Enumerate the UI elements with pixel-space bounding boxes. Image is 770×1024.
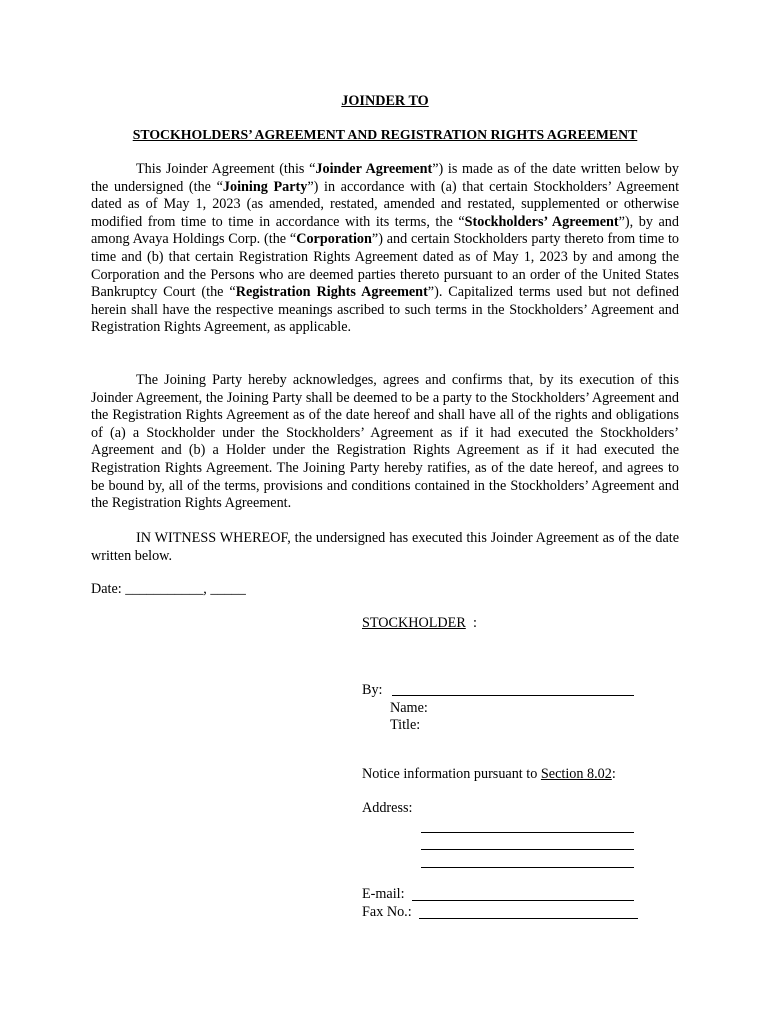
notice-text: Notice information pursuant to: [362, 766, 541, 782]
term-joinder-agreement: Joinder Agreement: [315, 161, 433, 177]
address-line-2: [421, 849, 634, 850]
signature-line: [392, 679, 634, 696]
paragraph-intro: [91, 161, 679, 337]
term-joining-party: Joining Party: [222, 178, 308, 195]
intro-text-6: ”). Capitalized terms used but not defined herein shall have the respective meanings ascribed to such terms in the Stockholders’ Agreement and Registration Rights Agreement, as applicable.: [91, 284, 679, 336]
address-line-1: [421, 832, 634, 833]
address-label: Address:: [362, 800, 413, 816]
by-label: By:: [362, 682, 383, 698]
document-title-line1: JOINDER TO: [341, 93, 429, 109]
fax-label: Fax No.:: [362, 904, 412, 920]
email-line: [412, 900, 634, 901]
intro-text-3: ”) in accordance with (a) that certain Stockholders’ Agreement dated as of May 1, 2023 (as amended, restated, amended and restated, supplemented or otherwise modified from time to time in accordance with its terms, the “: [91, 178, 680, 230]
paragraph-acknowledgement: The Joining Party hereby acknowledges, agrees and confirms that, by its execution of this Joinder Agreement, the Joining Party shall be deemed to be a party to the Stockholders’ Agreement and the Registration Rights Agreement as of the date hereof and shall have all of the rights and obligations of (a) a Stockholder under the Stockholders’ Agreement as if it had executed the Stockholders’ Agreement and (b) a Holder under the Registration Rights Agreement as if it had executed the Registration Rights Agreement. The Joining Party hereby ratifies, as of the date hereof, and agrees to be bound by, all of the terms, provisions and conditions contained in the Stockholders’ Agreement and the Registration Rights Agreement.: [91, 372, 679, 512]
term-corporation: Corporation: [296, 231, 372, 248]
address-line-3: [421, 867, 634, 868]
intro-text-1: This Joinder Agreement (this “: [136, 161, 316, 177]
notice-section-reference: Section 8.02: [540, 766, 612, 782]
email-label: E-mail:: [362, 886, 405, 902]
term-stockholders-agreement: Stockholders’ Agreement: [464, 213, 619, 230]
intro-text-2: ”) is made as of the date written below by the undersigned (the “: [91, 161, 679, 195]
term-registration-rights-agreement: Registration Rights Agreement: [235, 284, 428, 301]
notice-information: [362, 766, 616, 784]
stockholder-colon: :: [473, 615, 477, 631]
stockholder-label: STOCKHOLDER: [362, 615, 466, 631]
document-title-line2: STOCKHOLDERS’ AGREEMENT AND REGISTRATION RIGHTS AGREEMENT: [132, 127, 638, 142]
date-line: Date: ___________, _____: [91, 581, 246, 597]
stockholder-heading: [362, 615, 466, 633]
title-label: Title:: [390, 717, 421, 733]
name-label: Name:: [390, 700, 428, 716]
intro-text-5: ”) and certain Stockholders party thereto from time to time and (b) that certain Registration Rights Agreement dated as of May 1, 2023 by and among the Corporation and the Persons who are deemed parties thereto pursuant to an order of the United States Bankruptcy Court (the “: [91, 231, 680, 301]
notice-colon: :: [611, 766, 616, 782]
paragraph-witness: IN WITNESS WHEREOF, the undersigned has executed this Joinder Agreement as of the date written below.: [91, 530, 679, 564]
intro-text-4: ”), by and among Avaya Holdings Corp. (the “: [91, 213, 679, 248]
fax-line: [419, 918, 638, 919]
